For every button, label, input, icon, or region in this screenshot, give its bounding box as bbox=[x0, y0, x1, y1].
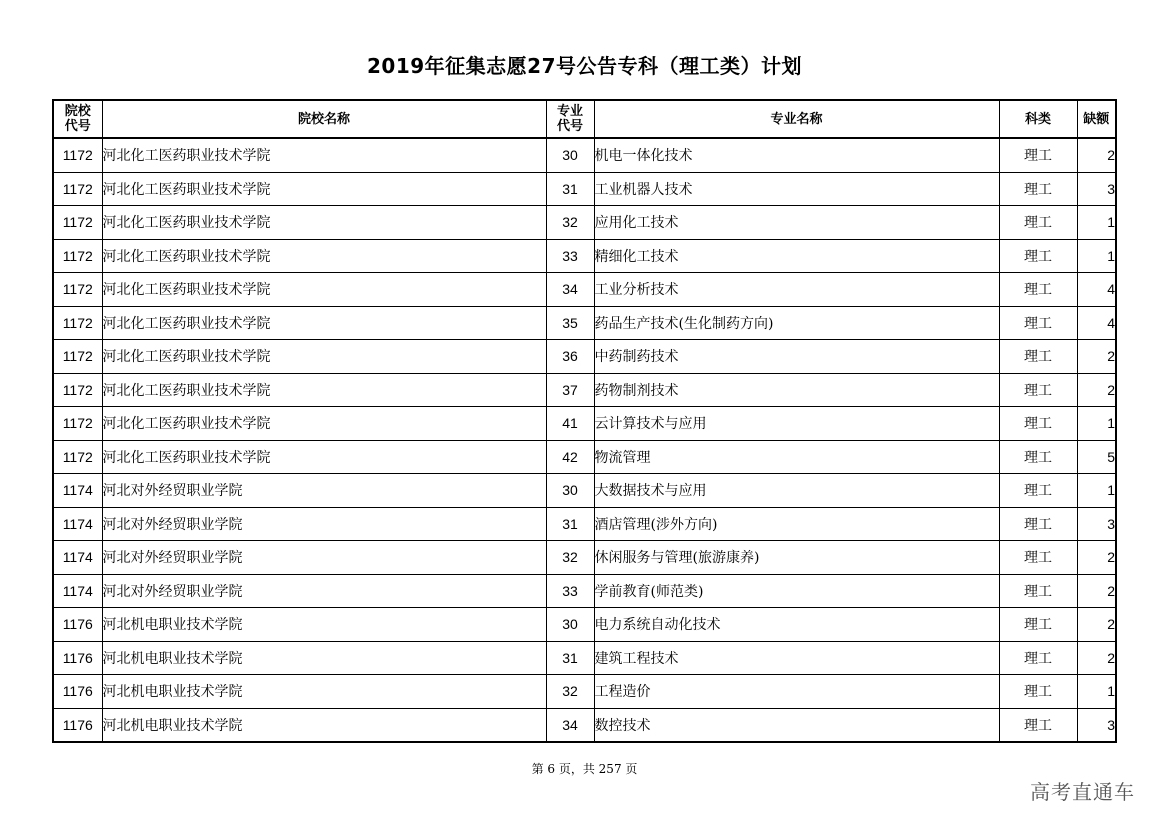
school-code-cell: 1172 bbox=[53, 440, 102, 474]
category-cell: 理工 bbox=[999, 373, 1077, 407]
table-header-row bbox=[53, 100, 1116, 138]
major-name-cell: 建筑工程技术 bbox=[594, 641, 999, 675]
category-cell: 理工 bbox=[999, 273, 1077, 307]
major-code-cell: 31 bbox=[546, 507, 594, 541]
school-code-cell: 1176 bbox=[53, 675, 102, 709]
quota-cell: 1 bbox=[1077, 239, 1116, 273]
major-code-cell: 32 bbox=[546, 206, 594, 240]
quota-cell: 1 bbox=[1077, 474, 1116, 508]
major-name-cell: 休闲服务与管理(旅游康养) bbox=[594, 541, 999, 575]
table-row bbox=[53, 273, 1116, 307]
major-name-cell: 机电一体化技术 bbox=[594, 138, 999, 172]
category-cell: 理工 bbox=[999, 138, 1077, 172]
quota-cell: 4 bbox=[1077, 306, 1116, 340]
major-code-cell: 31 bbox=[546, 641, 594, 675]
quota-cell: 2 bbox=[1077, 373, 1116, 407]
header-school-name: 院校名称 bbox=[102, 100, 546, 138]
page-footer: 第 6 页，共 257 页 bbox=[531, 762, 638, 776]
category-cell: 理工 bbox=[999, 641, 1077, 675]
table-row bbox=[53, 440, 1116, 474]
major-code-cell: 41 bbox=[546, 407, 594, 441]
category-cell: 理工 bbox=[999, 708, 1077, 742]
table-row bbox=[53, 574, 1116, 608]
quota-cell: 3 bbox=[1077, 172, 1116, 206]
table-row bbox=[53, 641, 1116, 675]
table-row bbox=[53, 608, 1116, 642]
school-name-cell: 河北机电职业技术学院 bbox=[102, 675, 546, 709]
watermark: 高考直通车 bbox=[1030, 780, 1135, 804]
quota-cell: 3 bbox=[1077, 507, 1116, 541]
major-name-cell: 学前教育(师范类) bbox=[594, 574, 999, 608]
table-row bbox=[53, 239, 1116, 273]
quota-cell: 2 bbox=[1077, 541, 1116, 575]
table-row bbox=[53, 138, 1116, 172]
category-cell: 理工 bbox=[999, 574, 1077, 608]
quota-cell: 1 bbox=[1077, 407, 1116, 441]
major-code-cell: 34 bbox=[546, 273, 594, 307]
major-name-cell: 工业分析技术 bbox=[594, 273, 999, 307]
quota-cell: 2 bbox=[1077, 574, 1116, 608]
category-cell: 理工 bbox=[999, 206, 1077, 240]
major-code-cell: 37 bbox=[546, 373, 594, 407]
school-name-cell: 河北对外经贸职业学院 bbox=[102, 574, 546, 608]
school-code-cell: 1172 bbox=[53, 273, 102, 307]
header-quota: 缺额 bbox=[1077, 100, 1116, 138]
quota-cell: 4 bbox=[1077, 273, 1116, 307]
enrollment-plan-table bbox=[52, 99, 1117, 743]
header-category: 科类 bbox=[999, 100, 1077, 138]
category-cell: 理工 bbox=[999, 675, 1077, 709]
school-name-cell: 河北化工医药职业技术学院 bbox=[102, 373, 546, 407]
quota-cell: 2 bbox=[1077, 608, 1116, 642]
school-code-cell: 1174 bbox=[53, 574, 102, 608]
school-name-cell: 河北化工医药职业技术学院 bbox=[102, 273, 546, 307]
quota-cell: 2 bbox=[1077, 340, 1116, 374]
major-code-cell: 33 bbox=[546, 239, 594, 273]
school-name-cell: 河北化工医药职业技术学院 bbox=[102, 138, 546, 172]
major-code-cell: 34 bbox=[546, 708, 594, 742]
major-name-cell: 药品生产技术(生化制药方向) bbox=[594, 306, 999, 340]
school-code-cell: 1172 bbox=[53, 172, 102, 206]
major-name-cell: 中药制药技术 bbox=[594, 340, 999, 374]
school-name-cell: 河北化工医药职业技术学院 bbox=[102, 172, 546, 206]
major-name-cell: 药物制剂技术 bbox=[594, 373, 999, 407]
major-name-cell: 工业机器人技术 bbox=[594, 172, 999, 206]
major-code-cell: 32 bbox=[546, 675, 594, 709]
category-cell: 理工 bbox=[999, 306, 1077, 340]
quota-cell: 3 bbox=[1077, 708, 1116, 742]
header-major-name: 专业名称 bbox=[594, 100, 999, 138]
major-code-cell: 42 bbox=[546, 440, 594, 474]
category-cell: 理工 bbox=[999, 507, 1077, 541]
school-name-cell: 河北机电职业技术学院 bbox=[102, 608, 546, 642]
school-name-cell: 河北机电职业技术学院 bbox=[102, 641, 546, 675]
school-code-cell: 1174 bbox=[53, 507, 102, 541]
school-code-cell: 1176 bbox=[53, 708, 102, 742]
school-code-cell: 1174 bbox=[53, 541, 102, 575]
school-code-cell: 1176 bbox=[53, 608, 102, 642]
school-code-cell: 1172 bbox=[53, 306, 102, 340]
major-name-cell: 酒店管理(涉外方向) bbox=[594, 507, 999, 541]
school-name-cell: 河北化工医药职业技术学院 bbox=[102, 306, 546, 340]
major-name-cell: 大数据技术与应用 bbox=[594, 474, 999, 508]
category-cell: 理工 bbox=[999, 474, 1077, 508]
school-code-cell: 1172 bbox=[53, 407, 102, 441]
school-code-cell: 1172 bbox=[53, 206, 102, 240]
major-code-cell: 30 bbox=[546, 474, 594, 508]
school-name-cell: 河北化工医药职业技术学院 bbox=[102, 440, 546, 474]
school-name-cell: 河北对外经贸职业学院 bbox=[102, 507, 546, 541]
school-code-cell: 1176 bbox=[53, 641, 102, 675]
table-row bbox=[53, 507, 1116, 541]
school-name-cell: 河北化工医药职业技术学院 bbox=[102, 407, 546, 441]
table-row bbox=[53, 474, 1116, 508]
major-code-cell: 36 bbox=[546, 340, 594, 374]
school-code-cell: 1172 bbox=[53, 138, 102, 172]
major-name-cell: 云计算技术与应用 bbox=[594, 407, 999, 441]
school-name-cell: 河北化工医药职业技术学院 bbox=[102, 340, 546, 374]
major-name-cell: 物流管理 bbox=[594, 440, 999, 474]
major-code-cell: 32 bbox=[546, 541, 594, 575]
quota-cell: 2 bbox=[1077, 641, 1116, 675]
school-name-cell: 河北机电职业技术学院 bbox=[102, 708, 546, 742]
school-code-cell: 1174 bbox=[53, 474, 102, 508]
school-code-cell: 1172 bbox=[53, 373, 102, 407]
major-name-cell: 数控技术 bbox=[594, 708, 999, 742]
table-row bbox=[53, 172, 1116, 206]
table-row bbox=[53, 541, 1116, 575]
school-name-cell: 河北化工医药职业技术学院 bbox=[102, 239, 546, 273]
major-name-cell: 工程造价 bbox=[594, 675, 999, 709]
table-row bbox=[53, 306, 1116, 340]
school-code-cell: 1172 bbox=[53, 340, 102, 374]
category-cell: 理工 bbox=[999, 541, 1077, 575]
major-code-cell: 30 bbox=[546, 608, 594, 642]
category-cell: 理工 bbox=[999, 340, 1077, 374]
table-row bbox=[53, 206, 1116, 240]
quota-cell: 2 bbox=[1077, 138, 1116, 172]
category-cell: 理工 bbox=[999, 407, 1077, 441]
major-code-cell: 35 bbox=[546, 306, 594, 340]
page-title: 2019年征集志愿27号公告专科（理工类）计划 bbox=[367, 54, 802, 78]
category-cell: 理工 bbox=[999, 239, 1077, 273]
category-cell: 理工 bbox=[999, 172, 1077, 206]
quota-cell: 1 bbox=[1077, 206, 1116, 240]
major-name-cell: 电力系统自动化技术 bbox=[594, 608, 999, 642]
table-row bbox=[53, 373, 1116, 407]
school-name-cell: 河北对外经贸职业学院 bbox=[102, 474, 546, 508]
table-row bbox=[53, 708, 1116, 742]
header-school-code: 院校 代号 bbox=[53, 100, 102, 138]
category-cell: 理工 bbox=[999, 608, 1077, 642]
category-cell: 理工 bbox=[999, 440, 1077, 474]
major-code-cell: 31 bbox=[546, 172, 594, 206]
major-name-cell: 精细化工技术 bbox=[594, 239, 999, 273]
major-code-cell: 33 bbox=[546, 574, 594, 608]
major-code-cell: 30 bbox=[546, 138, 594, 172]
table-row bbox=[53, 407, 1116, 441]
school-code-cell: 1172 bbox=[53, 239, 102, 273]
header-major-code: 专业 代号 bbox=[546, 100, 594, 138]
quota-cell: 5 bbox=[1077, 440, 1116, 474]
school-name-cell: 河北对外经贸职业学院 bbox=[102, 541, 546, 575]
table-row bbox=[53, 675, 1116, 709]
table-row bbox=[53, 340, 1116, 374]
school-name-cell: 河北化工医药职业技术学院 bbox=[102, 206, 546, 240]
quota-cell: 1 bbox=[1077, 675, 1116, 709]
major-name-cell: 应用化工技术 bbox=[594, 206, 999, 240]
